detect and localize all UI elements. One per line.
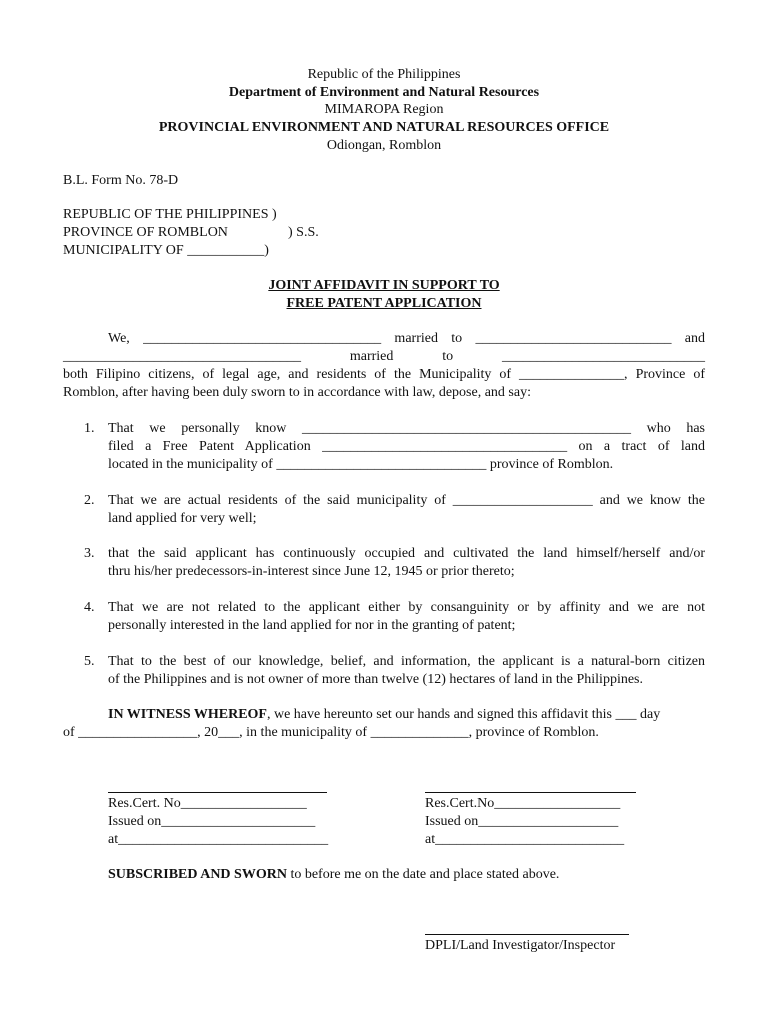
venue-ss: ) S.S. (288, 225, 319, 240)
header-office: PROVINCIAL ENVIRONMENT AND NATURAL RESOURCES OFFICE (158, 120, 610, 135)
item-number: 2. (84, 493, 95, 508)
title-line-1: JOINT AFFIDAVIT IN SUPPORT TO (268, 278, 500, 293)
item-number: 5. (84, 654, 95, 669)
intro-line-2: __________________________________ married to _____________________________ (63, 349, 705, 364)
venue-province: PROVINCE OF ROMBLON (63, 225, 228, 240)
sworn-statement (108, 866, 559, 884)
header-department: Department of Environment and Natural Resources (228, 85, 540, 100)
right-res-cert: Res.Cert.No__________________ (425, 796, 621, 811)
officer-signature-line[interactable] (425, 934, 629, 935)
venue-republic: REPUBLIC OF THE PHILIPPINES ) (63, 207, 277, 222)
left-at: at______________________________ (108, 832, 329, 847)
sworn-rest: to before me on the date and place stated above. (286, 867, 560, 882)
left-issued-on: Issued on______________________ (108, 814, 316, 829)
witness-line-2: of _________________, 20___, in the municipality of ______________, province of Romblon. (63, 725, 599, 740)
right-at: at___________________________ (425, 832, 625, 847)
intro-line-3: both Filipino citizens, of legal age, and residents of the Municipality of _______________, Province of (63, 367, 705, 382)
left-res-cert: Res.Cert. No__________________ (108, 796, 307, 811)
item-3-line-2: thru his/her predecessors-in-interest since June 12, 1945 or prior thereto; (108, 564, 515, 579)
witness-rest: , we have hereunto set our hands and signed this affidavit this ___ day (266, 707, 661, 722)
witness-line-1 (108, 706, 705, 724)
form-number: B.L. Form No. 78-D (63, 173, 179, 188)
right-issued-on: Issued on____________________ (425, 814, 619, 829)
sworn-bold: SUBSCRIBED AND SWORN (108, 867, 287, 882)
venue-municipality: MUNICIPALITY OF ___________) (63, 243, 269, 258)
item-number: 3. (84, 546, 95, 561)
header-region: MIMAROPA Region (324, 102, 444, 117)
item-4-line-2: personally interested in the land applied for nor in the granting of patent; (108, 618, 516, 633)
item-5-line-1: That to the best of our knowledge, belief, and information, the applicant is a natural-born citizen (108, 654, 705, 669)
item-5-line-2: of the Philippines and is not owner of more than twelve (12) hectares of land in the Philippines. (108, 672, 643, 687)
intro-line-1: We, __________________________________ married to ____________________________ and (108, 331, 705, 346)
signature-line-right[interactable] (425, 792, 636, 793)
item-number: 4. (84, 600, 95, 615)
header-location: Odiongan, Romblon (326, 138, 442, 153)
item-number: 1. (84, 421, 95, 436)
item-1-line-3: located in the municipality of ______________________________ province of Romblon. (108, 457, 614, 472)
item-3-line-1: that the said applicant has continuously occupied and cultivated the land himself/herself and/or (108, 546, 705, 561)
item-2-line-2: land applied for very well; (108, 511, 257, 526)
intro-line-4: Romblon, after having been duly sworn to in accordance with law, depose, and say: (63, 385, 531, 400)
item-2-line-1: That we are actual residents of the said municipality of ____________________ and we know the (108, 493, 705, 508)
witness-bold: IN WITNESS WHEREOF (108, 707, 267, 722)
item-1-line-2: filed a Free Patent Application ___________________________________ on a tract of land (108, 439, 705, 454)
title-line-2: FREE PATENT APPLICATION (286, 296, 482, 311)
item-1-line-1: That we personally know _______________________________________________ who has (108, 421, 705, 436)
header-republic: Republic of the Philippines (307, 67, 461, 82)
officer-title: DPLI/Land Investigator/Inspector (425, 938, 616, 953)
signature-line-left[interactable] (108, 792, 327, 793)
item-4-line-1: That we are not related to the applicant either by consanguinity or by affinity and we are not (108, 600, 705, 615)
